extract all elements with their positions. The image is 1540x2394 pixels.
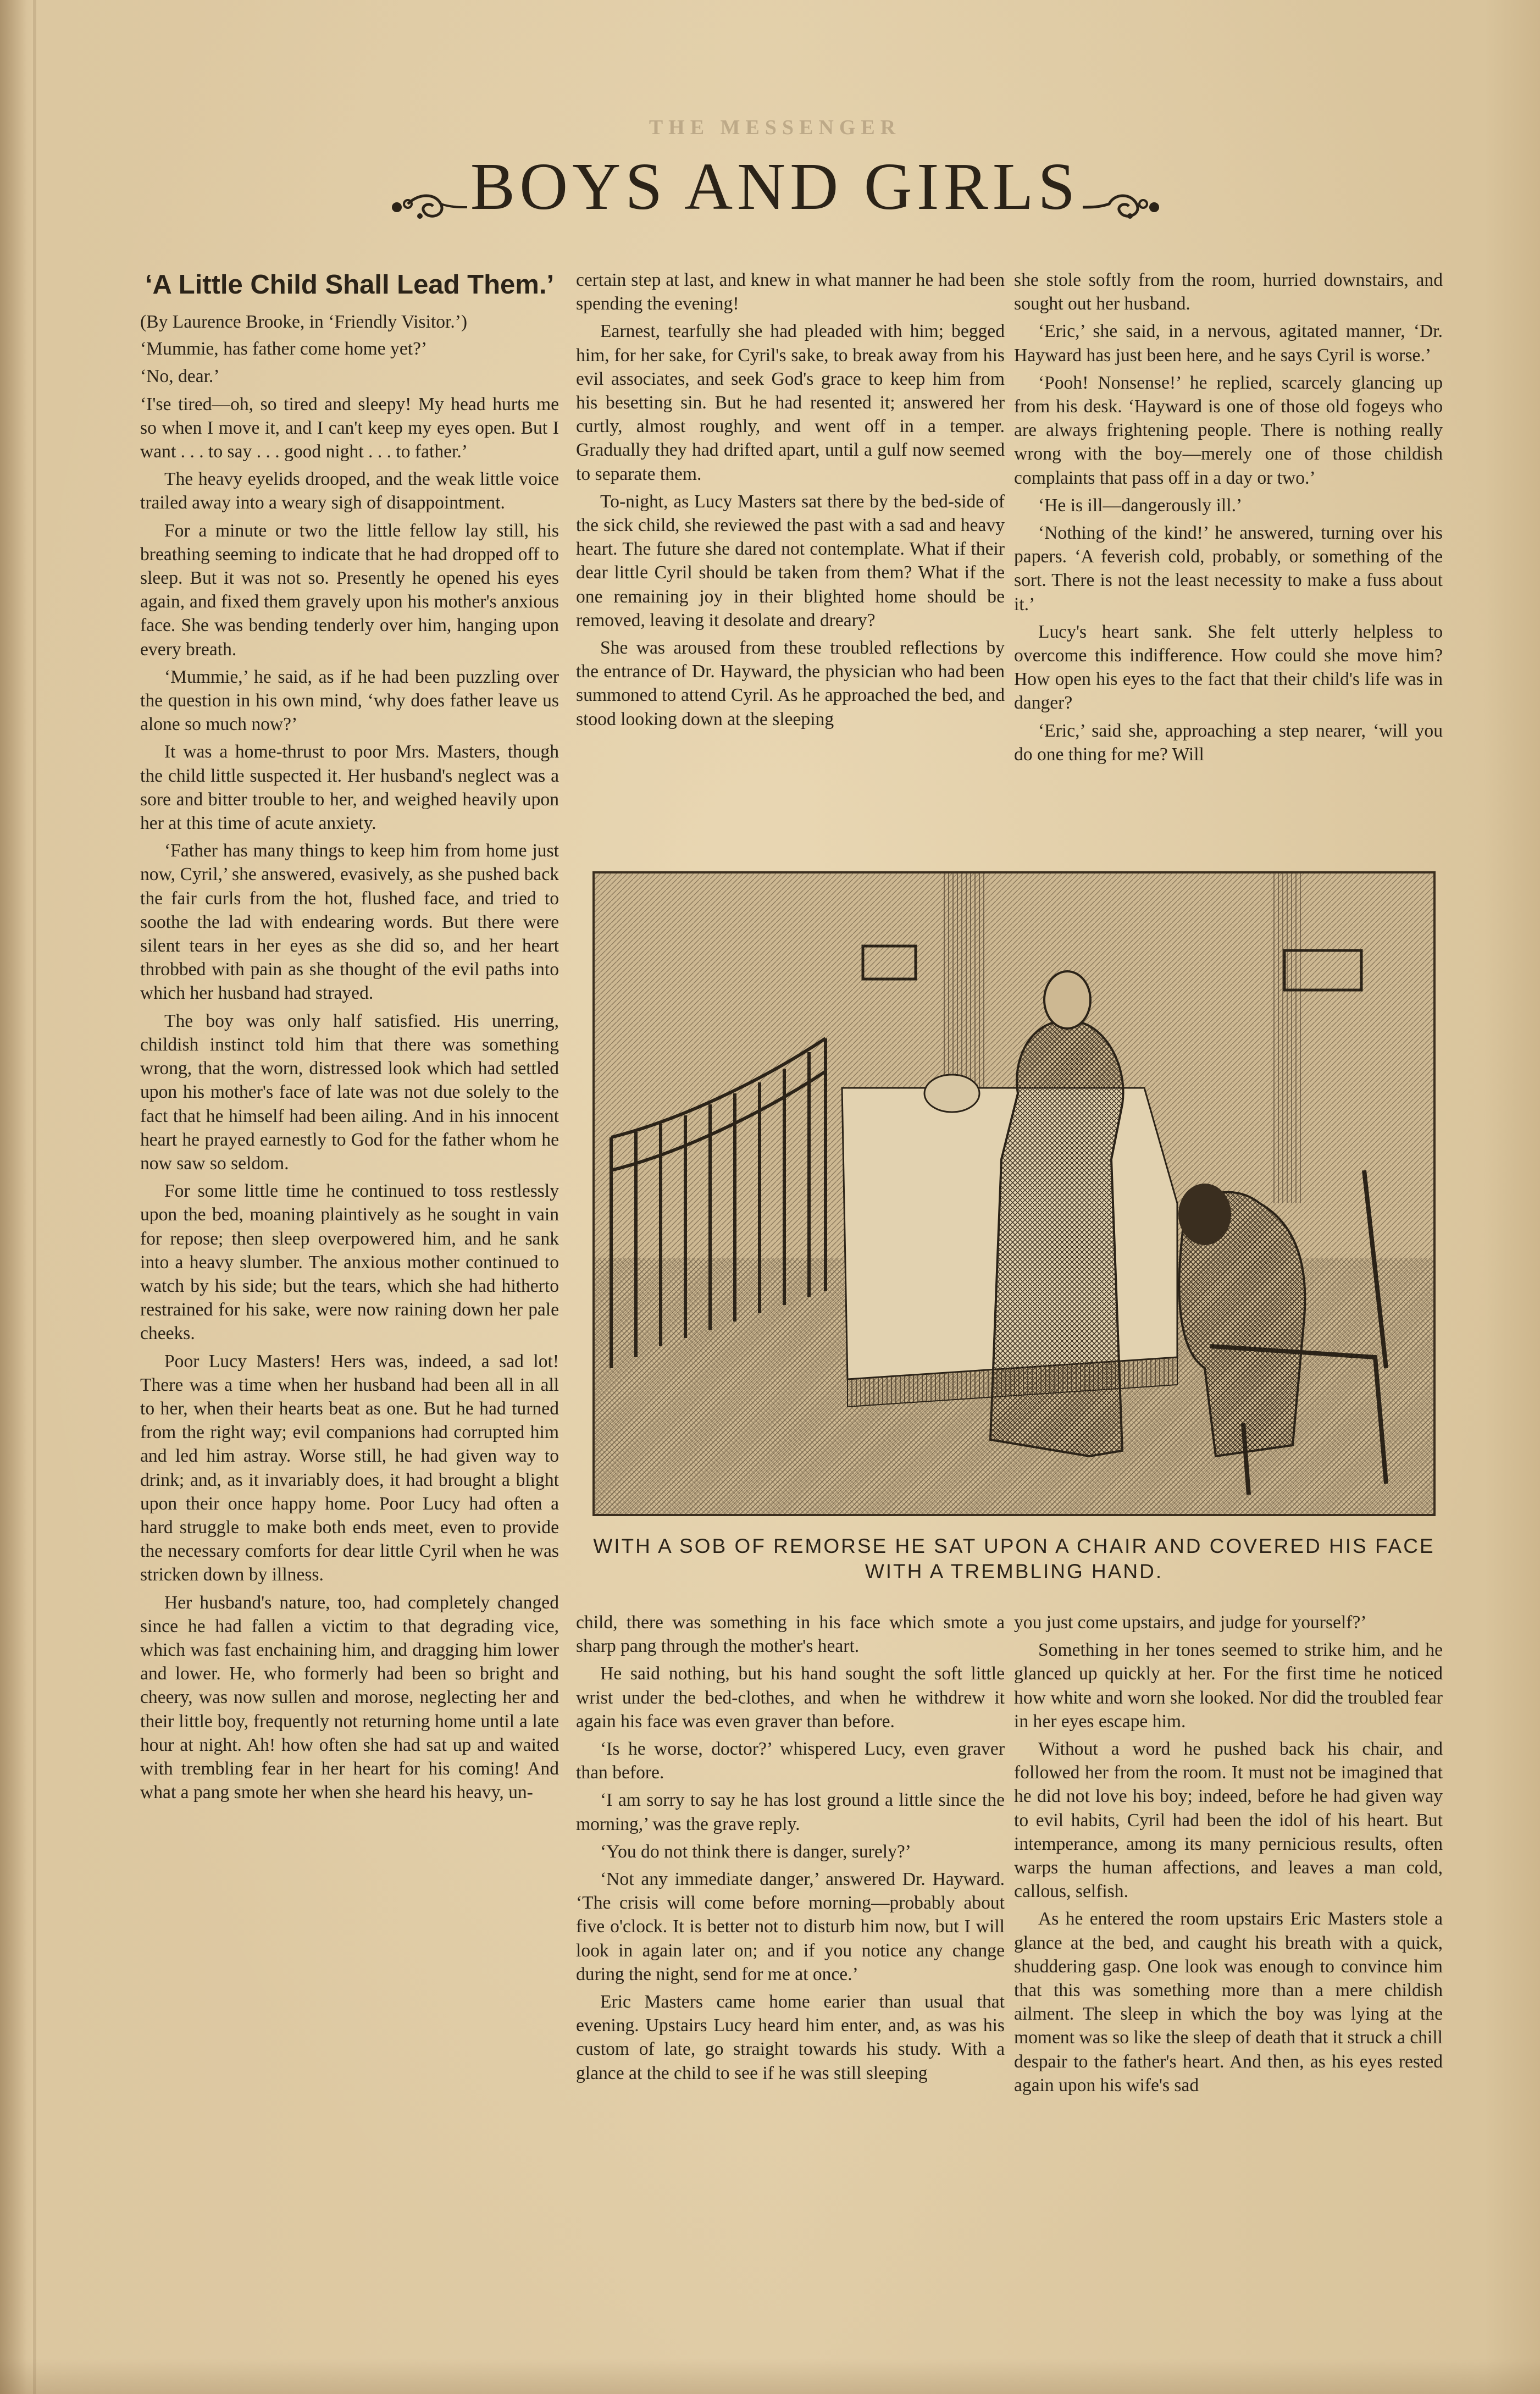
paragraph: As he entered the room upstairs Eric Masters stole a glance at the bed, and caught his breath with a quick, shuddering gasp. One look was enough to convince him that this was something more than a mere childish ailment. The sleep in which the boy was lying at the moment was so like the sleep of death that it struck a chill despair to the father's heart. And then, as his eyes rested again upon his wife's sad — [1014, 1909, 1443, 2096]
engraving-illustration — [592, 871, 1436, 1516]
paragraph: ‘Eric,’ said she, approaching a step nearer, ‘will you do one thing for me? Will — [1014, 720, 1443, 765]
fleuron-left-icon — [386, 187, 468, 226]
paragraph: She was aroused from these troubled reflections by the entrance of Dr. Hayward, the physician who had been summoned to attend Cyril. As he approached the bed, and stood looking down at the sleeping — [576, 638, 1005, 729]
paragraph: The boy was only half satisfied. His unerring, childish instinct told him that there was something wrong, that the worn, distressed look which had settled upon his mother's face of late was not due solely to the fact that he himself had been ailing. And in his innocent heart he prayed earnestly to God for the father whom he now saw so seldom. — [140, 1010, 559, 1174]
paragraph: ‘Eric,’ she said, in a nervous, agitated manner, ‘Dr. Hayward has just been here, and he says Cyril is worse.’ — [1014, 321, 1443, 366]
paragraph: Lucy's heart sank. She felt utterly helpless to overcome this indifference. How could she move him? How open his eyes to the fact that their child's life was in danger? — [1014, 621, 1443, 714]
paragraph: Without a word he pushed back his chair, and followed her from the room. It must not be imagined that he did not love his boy; indeed, before he had given way to evil habits, Cyril had been the idol of his heart. But intemperance, among its many pernicious results, often warps the human affections, and leaves a man cold, callous, selfish. — [1014, 1739, 1443, 1902]
paragraph: To-night, as Lucy Masters sat there by the bed-side of the sick child, she reviewed the past with a sad and heavy heart. The future she dared not contemplate. What if their dear little Cyril should be taken from them? What if the one remaining joy in their blighted home should be removed, leaving it desolate and dreary? — [576, 491, 1005, 631]
paragraph: ‘No, dear.’ — [140, 366, 220, 387]
paragraph: ‘Nothing of the kind!’ he answered, turning over his papers. ‘A feverish cold, probably, or something of the sort. There is not the least necessity to make a fuss about it.’ — [1014, 523, 1443, 615]
paragraph: Poor Lucy Masters! Hers was, indeed, a sad lot! There was a time when her husband had been all in all to her, when their hearts beat as one. But he had turned from the right way; evil companions had corrupted him and led him astray. Worse still, he had given way to drink; and, as it invariably does, it had brought a blight upon their once happy home. Poor Lucy had often a hard struggle to make both ends meet, even to provide the necessary comforts for dear little Cyril when he was stricken down by illness. — [140, 1351, 559, 1585]
article-column-2-top — [576, 268, 1005, 851]
paragraph: ‘Mummie,’ he said, as if he had been puzzling over the question in his own mind, ‘why does father leave us alone so much now?’ — [140, 666, 559, 735]
paragraph: The heavy eyelids drooped, and the weak little voice trailed away into a weary sigh of disappointment. — [140, 469, 559, 513]
paragraph: ‘I'se tired—oh, so tired and sleepy! My head hurts me so when I move it, and I can't keep my eyes open. But I want . . . to say . . . good night . . . to father.’ — [140, 394, 559, 462]
running-head: THE MESSENGER — [649, 116, 901, 139]
paragraph: ‘You do not think there is danger, surely?’ — [600, 1841, 911, 1862]
page-bottom-edge — [0, 2358, 1540, 2394]
paragraph: she stole softly from the room, hurried downstairs, and sought out her husband. — [1014, 270, 1443, 314]
paragraph: ‘Father has many things to keep him from home just now, Cyril,’ she answered, evasively, as she pushed back the fair curls from the hot, flushed face, and tried to soothe the lad with endearing words. But there were silent tears in her eyes as she did so, and her heart throbbed with pain as she thought of the evil paths into which her husband had strayed. — [140, 841, 559, 1004]
article-headline: ‘A Little Child Shall Lead Them.’ — [145, 270, 555, 300]
paragraph: For some little time he continued to toss restlessly upon the bed, moaning plaintively as he sought in vain for repose; then sleep overpowered him, and he sank into a heavy slumber. The anxious mother continued to watch by his side; but the tears, which she had hitherto restrained for his sake, were now raining down her pale cheeks. — [140, 1181, 559, 1344]
paragraph: ‘He is ill—dangerously ill.’ — [1038, 495, 1243, 516]
article-column-1 — [140, 268, 559, 1808]
paragraph: ‘Not any immediate danger,’ answered Dr. Hayward. ‘The crisis will come before morning—probably about five o'clock. It is better not to disturb him now, but I will look in again later on; and if you notice any change during the night, send for me at once.’ — [576, 1869, 1005, 1984]
paragraph: He said nothing, but his hand sought the soft little wrist under the bed-clothes, and when he withdrew it again his face was even graver than before. — [576, 1663, 1005, 1732]
page-fold-crease — [33, 0, 36, 2394]
paragraph: child, there was something in his face which smote a sharp pang through the mother's heart. — [576, 1612, 1005, 1657]
paragraph: For a minute or two the little fellow lay still, his breathing seeming to indicate that he had dropped off to sleep. But it was not so. Presently he opened his eyes again, and fixed them gravely upon his mother's anxious face. She was bending tenderly over him, hanging upon every breath. — [140, 520, 559, 660]
section-masthead — [308, 143, 1242, 231]
paragraph: ‘I am sorry to say he has lost ground a little since the morning,’ was the grave reply. — [576, 1790, 1005, 1834]
paragraph: ‘Mummie, has father come home yet?’ — [140, 339, 428, 360]
article-column-3-top — [1014, 268, 1443, 851]
article-column-3-bottom — [1014, 1611, 1443, 2101]
article-byline: (By Laurence Brooke, in ‘Friendly Visitor.’) — [140, 312, 468, 332]
section-title: BOYS AND GIRLS — [470, 150, 1080, 224]
article-column-2-bottom — [576, 1611, 1005, 2089]
paragraph: Something in her tones seemed to strike him, and he glanced up quickly at her. For the first time he noticed how white and worn she looked. Nor did the troubled fear in her eyes escape him. — [1014, 1640, 1443, 1732]
paragraph: certain step at last, and knew in what manner he had been spending the evening! — [576, 270, 1005, 314]
paragraph: ‘Pooh! Nonsense!’ he replied, scarcely glancing up from his desk. ‘Hayward is one of those old fogeys who are always frightening people. There is nothing really wrong with the boy—merely one of those childish complaints that pass off in a day or two.’ — [1014, 372, 1443, 488]
paragraph: It was a home-thrust to poor Mrs. Masters, though the child little suspected it. Her husband's neglect was a sore and bitter trouble to her, and weighed heavily upon her at this time of acute anxiety. — [140, 742, 559, 834]
paragraph: Eric Masters came home earier than usual that evening. Upstairs Lucy heard him enter, and, as was his custom of late, go straight towards his study. With a glance at the child to see if he was still sleeping — [576, 1992, 1005, 2083]
illustration-caption: WITH A SOB OF REMORSE HE SAT UPON A CHAIR AND COVERED HIS FACE WITH A TREMBLING HAND. — [593, 1535, 1435, 1583]
paragraph: you just come upstairs, and judge for yourself?’ — [1014, 1612, 1367, 1633]
page-fold-shadow — [0, 0, 26, 2394]
paragraph: ‘Is he worse, doctor?’ whispered Lucy, even graver than before. — [576, 1739, 1005, 1783]
paragraph: Her husband's nature, too, had completely changed since he had fallen a victim to that degrading vice, which was fast enchaining him, and dragging him lower and lower. He, who formerly had been so bright and cheery, was now sullen and morose, neglecting her and their little boy, frequently not returning home until a late hour at night. Ah! how often she had sat up and waited with trembling fear in her heart for his coming! And what a pang smote her when she heard his heavy, un- — [140, 1592, 559, 1803]
fleuron-right-icon — [1082, 187, 1164, 226]
paragraph: Earnest, tearfully she had pleaded with him; begged him, for her sake, for Cyril's sake, to break away from his evil associates, and seek God's grace to keep him from his besetting sin. But he had resented it; answered her curtly, almost roughly, and went off in a temper. Gradually they had drifted apart, until a gulf now seemed to separate them. — [576, 321, 1005, 484]
bedroom-scene-image — [595, 873, 1433, 1514]
